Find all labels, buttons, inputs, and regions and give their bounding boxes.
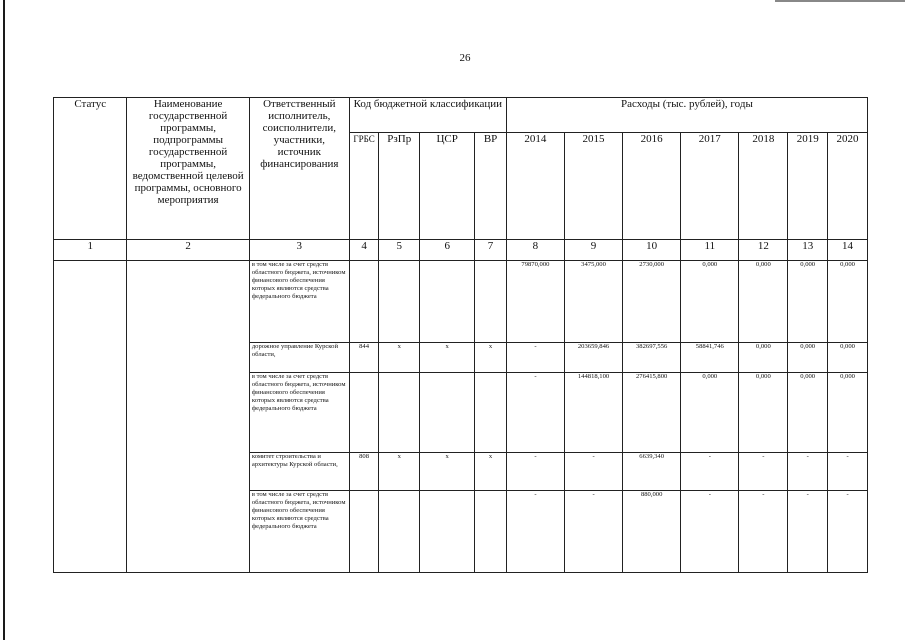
grbs-cell [349, 491, 379, 573]
expense-cell: 382697,556 [623, 342, 681, 373]
column-number: 11 [681, 240, 739, 261]
rzpr-cell [379, 491, 420, 573]
executor-cell: комитет строительства и архитектуры Курской области, [249, 452, 349, 491]
expense-cell: 58841,746 [681, 342, 739, 373]
header-year: 2017 [681, 133, 739, 240]
grbs-cell: 808 [349, 452, 379, 491]
csr-cell: х [420, 452, 475, 491]
expense-cell: - [739, 452, 788, 491]
expense-cell: - [788, 452, 828, 491]
executor-cell: дорожное управление Курской области, [249, 342, 349, 373]
vr-cell [475, 491, 507, 573]
expense-cell: 0,000 [681, 373, 739, 453]
header-year: 2020 [828, 133, 868, 240]
rzpr-cell: х [379, 452, 420, 491]
header-executor: Ответственный исполнитель, соисполнители, участники, источник финансирования [249, 98, 349, 240]
column-number: 2 [127, 240, 249, 261]
column-number: 1 [54, 240, 127, 261]
expense-cell: 0,000 [788, 373, 828, 453]
expense-cell: - [506, 452, 564, 491]
header-vr: ВР [475, 133, 507, 240]
program-name-cell [127, 261, 249, 573]
expense-cell: - [506, 491, 564, 573]
expense-cell: 0,000 [828, 261, 868, 343]
csr-cell [420, 261, 475, 343]
executor-cell: в том числе за счет средств областного бюджета, источником финансового обеспечения которых являются средства федерального бюджета [249, 373, 349, 453]
header-status: Статус [54, 98, 127, 240]
header-year: 2018 [739, 133, 788, 240]
csr-cell [420, 373, 475, 453]
expense-cell: 0,000 [828, 373, 868, 453]
page-number: 26 [459, 52, 471, 64]
vr-cell: х [475, 342, 507, 373]
column-number: 8 [506, 240, 564, 261]
expense-cell: 144818,100 [564, 373, 622, 453]
expense-cell: - [506, 342, 564, 373]
column-number: 9 [564, 240, 622, 261]
column-number: 6 [420, 240, 475, 261]
header-year: 2016 [623, 133, 681, 240]
vr-cell [475, 261, 507, 343]
expense-cell: - [828, 491, 868, 573]
column-number: 4 [349, 240, 379, 261]
rzpr-cell: х [379, 342, 420, 373]
header-program-name: Наименование государственной программы, подпрограммы государственной программы, ведомственной целевой программы, основного мероприятия [127, 98, 249, 240]
expense-cell: 203659,846 [564, 342, 622, 373]
expense-cell: - [564, 452, 622, 491]
expense-cell: 0,000 [739, 261, 788, 343]
expense-cell: - [564, 491, 622, 573]
expense-cell: 0,000 [788, 342, 828, 373]
expense-cell: - [681, 452, 739, 491]
expense-cell: - [788, 491, 828, 573]
expense-cell: - [828, 452, 868, 491]
page-top-border [775, 0, 905, 2]
header-rzpr: РзПр [379, 133, 420, 240]
vr-cell: х [475, 452, 507, 491]
status-cell [54, 261, 127, 573]
expense-cell: 6639,340 [623, 452, 681, 491]
csr-cell [420, 491, 475, 573]
column-number: 7 [475, 240, 507, 261]
rzpr-cell [379, 373, 420, 453]
expense-cell: 0,000 [788, 261, 828, 343]
grbs-cell [349, 373, 379, 453]
header-year: 2015 [564, 133, 622, 240]
header-year: 2014 [506, 133, 564, 240]
csr-cell: х [420, 342, 475, 373]
expense-cell: - [681, 491, 739, 573]
header-year: 2019 [788, 133, 828, 240]
expense-cell: 880,000 [623, 491, 681, 573]
column-number: 10 [623, 240, 681, 261]
expense-cell: 3475,000 [564, 261, 622, 343]
column-number: 3 [249, 240, 349, 261]
column-number: 12 [739, 240, 788, 261]
expense-cell: - [739, 491, 788, 573]
expense-cell: 0,000 [828, 342, 868, 373]
column-number: 14 [828, 240, 868, 261]
column-number-row [54, 240, 868, 261]
executor-cell: в том числе за счет средств областного бюджета, источником финансового обеспечения которых являются средства федерального бюджета [249, 491, 349, 573]
header-csr: ЦСР [420, 133, 475, 240]
header-grbs: ГРБС [349, 133, 379, 240]
expense-cell: 79870,000 [506, 261, 564, 343]
page-left-border [3, 0, 5, 640]
column-number: 13 [788, 240, 828, 261]
vr-cell [475, 373, 507, 453]
column-number: 5 [379, 240, 420, 261]
header-budget-code: Код бюджетной классификации [349, 98, 506, 133]
budget-table [53, 97, 868, 573]
expense-cell: 2730,000 [623, 261, 681, 343]
expense-cell: 0,000 [739, 373, 788, 453]
grbs-cell [349, 261, 379, 343]
expense-cell: - [506, 373, 564, 453]
expense-cell: 276415,800 [623, 373, 681, 453]
table-row [54, 261, 868, 343]
grbs-cell: 844 [349, 342, 379, 373]
rzpr-cell [379, 261, 420, 343]
expense-cell: 0,000 [681, 261, 739, 343]
executor-cell: в том числе за счет средств областного бюджета, источником финансового обеспечения которых являются средства федерального бюджета [249, 261, 349, 343]
header-expenses: Расходы (тыс. рублей), годы [506, 98, 867, 133]
expense-cell: 0,000 [739, 342, 788, 373]
